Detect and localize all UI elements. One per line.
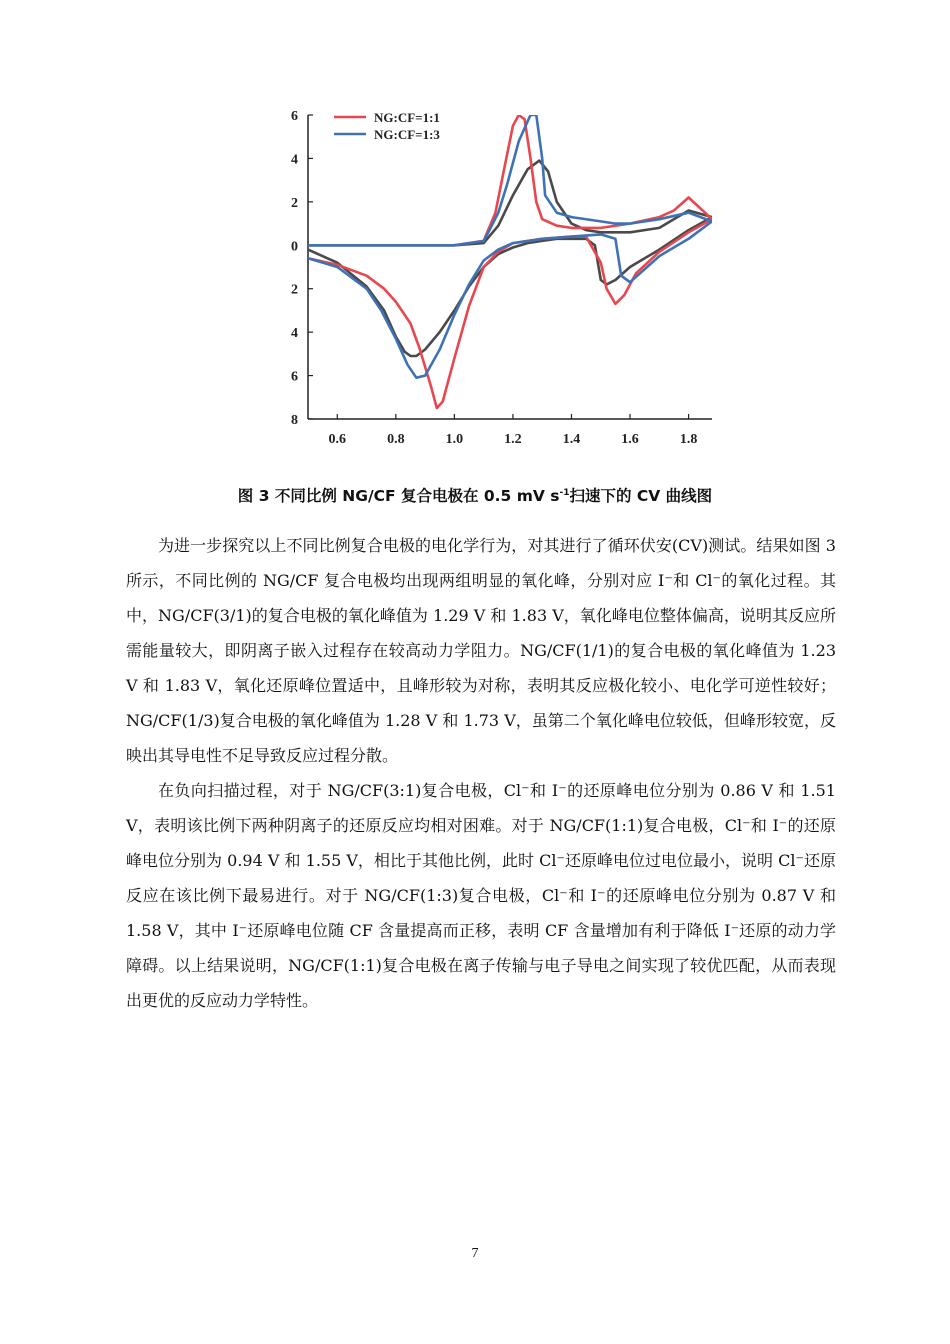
body-text [126,528,836,1018]
x-tick-label: 1.0 [445,432,464,447]
legend-label: NG:CF=1:3 [374,127,440,142]
cv-chart [270,105,720,450]
y-tick-label: 4 [291,152,298,168]
page-number: 7 [471,1246,479,1261]
y-tick-label: 2 [291,195,298,211]
x-tick-label: 1.8 [679,432,698,447]
x-tick-label: 0.8 [387,432,405,447]
x-tick-label: 0.6 [328,432,347,447]
legend-label: NG:CF=1:1 [374,110,440,125]
y-tick-label: 8 [291,413,298,428]
x-tick-label: 1.6 [621,432,639,447]
paragraph-reduction: 在负向扫描过程，对于 NG/CF(3:1)复合电极，Cl⁻和 I⁻的还原峰电位分别为 0.86 V 和 1.51 V，表明该比例下两种阴离子的还原反应均相对困难。对于 NG/CF(1:1)复合电极，Cl⁻和 I⁻的还原峰电位分别为 0.94 V 和 1.55 V，相比于其他比例，此时 Cl⁻还原峰电位过电位最小，说明 Cl⁻还原反应在该比例下最易进行。对于 NG/CF(1:3)复合电极，Cl⁻和 I⁻的还原峰电位分别为 0.87 V 和 1.58 V，其中 I⁻还原峰电位随 CF 含量提高而正移，表明 CF 含量增加有利于降低 I⁻还原的动力学障碍。以上结果说明，NG/CF(1:1)复合电极在离子传输与电子导电之间实现了较优匹配，从而表现出更优的反应动力学特性。 [126,781,836,1010]
figure-caption [0,484,950,506]
x-tick-label: 1.2 [504,432,522,447]
y-tick-label: 4 [291,326,298,342]
caption-suffix: 扫速下的 CV 曲线图 [569,487,713,505]
cv-figure [270,105,720,450]
caption-prefix: 图 3 不同比例 NG/CF 复合电极在 0.5 mV s [237,487,560,505]
x-tick-label: 1.4 [562,432,581,447]
paragraph-oxidation: 为进一步探究以上不同比例复合电极的电化学行为，对其进行了循环伏安(CV)测试。结果如图 3 所示，不同比例的 NG/CF 复合电极均出现两组明显的氧化峰，分别对应 I⁻和 Cl⁻的氧化过程。其中，NG/CF(3/1)的复合电极的氧化峰值为 1.29 V 和 1.83 V，氧化峰电位整体偏高，说明其反应所需能量较大，即阴离子嵌入过程存在较高动力学阻力。NG/CF(1/1)的复合电极的氧化峰值为 1.23 V 和 1.83 V，氧化还原峰位置适中，且峰形较为对称，表明其反应极化较小、电化学可逆性较好；NG/CF(1/3)复合电极的氧化峰值为 1.28 V 和 1.73 V，虽第二个氧化峰电位较低，但峰形较宽，反映出其导电性不足导致反应过程分散。 [126,536,836,765]
y-tick-label: 0 [291,239,298,255]
y-tick-label: 6 [291,369,298,385]
caption-superscript: -1 [559,488,570,498]
y-tick-label: 2 [291,282,298,298]
y-tick-label: 6 [291,109,298,124]
series-line-3 [308,115,712,378]
